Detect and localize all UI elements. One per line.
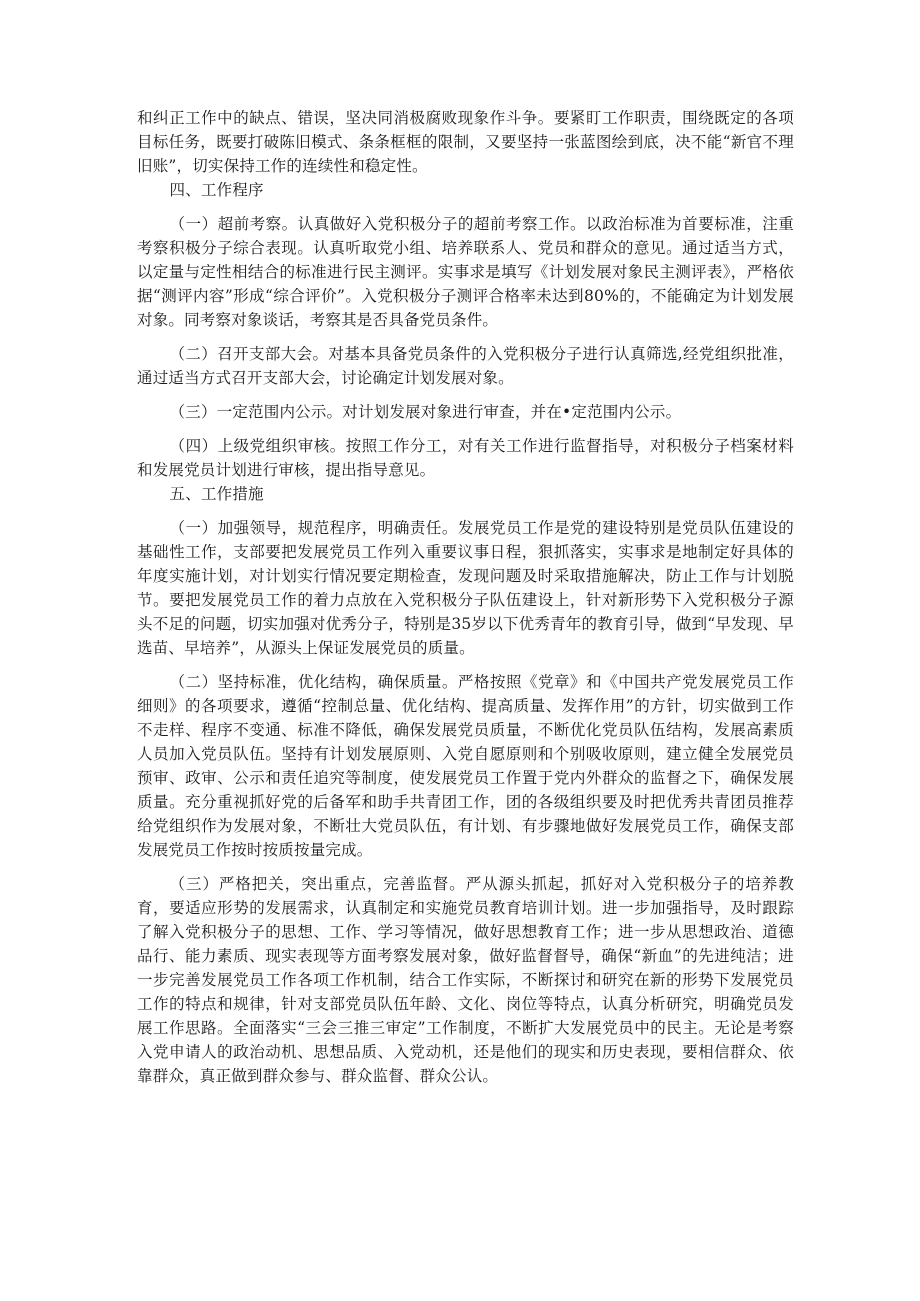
procedure-item-3: （三）一定范围内公示。对计划发展对象进行审查，并在•定范围内公示。 <box>169 403 682 421</box>
procedure-item-4: （四）上级党组织审核。按照工作分工，对有关工作进行监督指导，对积极分子档案材料和发展党员计划进行审核，提出指导意见。 <box>137 437 794 479</box>
procedure-item-1: （一）超前考察。认真做好入党积极分子的超前考察工作。以政治标准为首要标准，注重考察积极分子综合表现。认真听取党小组、培养联系人、党员和群众的意见。通过适当方式，以定量与定性相结合的标准进行民主测评。实事求是填写《计划发展对象民主测评表》，严格依据“测评内容”形成“综合评价”。入党积极分子测评合格率未达到80%的，不能确定为计划发展对象。同考察对象谈话，考察其是否具备党员条件。 <box>137 215 794 329</box>
measures-item-3: （三）严格把关，突出重点，完善监督。严从源头抓起，抓好对入党积极分子的培养教育，要适应形势的发展需求，认真制定和实施党员教育培训计划。进一步加强指导，及时跟踪了解入党积极分子的思想、工作、学习等情况，做好思想教育工作；进一步从思想政治、道德品行、能力素质、现实表现等方面考察发展对象，做好监督督导，确保“新血”的先进纯洁；进一步完善发展党员工作各项工作机制，结合工作实际，不断探讨和研究在新的形势下发展党员工作的特点和规律，针对支部党员队伍年龄、文化、岗位等特点，认真分析研究，明确党员发展工作思路。全面落实“三会三推三审定”工作制度，不断扩大发展党员中的民主。无论是考察入党申请人的政治动机、思想品质、入党动机，还是他们的现实和历史表现，要相信群众、依靠群众，真正做到群众参与、群众监督、群众公认。 <box>137 875 794 1085</box>
document-page <box>137 106 794 1088</box>
section-heading-procedure: 四、工作程序 <box>169 181 264 199</box>
procedure-item-2: （二）召开支部大会。对基本具备党员条件的入党积极分子进行认真筛选,经党组织批准，通过适当方式召开支部大会，讨论确定计划发展对象。 <box>137 345 794 387</box>
intro-paragraph: 和纠正工作中的缺点、错误，坚决同消极腐败现象作斗争。要紧盯工作职责，围绕既定的各项目标任务，既要打破陈旧模式、条条框框的限制，又要坚持一张蓝图绘到底，决不能“新官不理旧账”，切实保持工作的连续性和稳定性。 <box>137 109 794 175</box>
measures-item-1: （一）加强领导，规范程序，明确责任。发展党员工作是党的建设特别是党员队伍建设的基础性工作，支部要把发展党员工作列入重要议事日程，狠抓落实，实事求是地制定好具体的年度实施计划，对计划实行情况要定期检查，发现问题及时采取措施解决，防止工作与计划脱节。要把发展党员工作的着力点放在入党积极分子队伍建设上，针对新形势下入党积极分子源头不足的问题，切实加强对优秀分子，特别是35岁以下优秀青年的教育引导，做到“早发现、早选苗、早培养”，从源头上保证发展党员的质量。 <box>137 519 794 657</box>
measures-item-2: （二）坚持标准，优化结构，确保质量。严格按照《党章》和《中国共产党发展党员工作细则》的各项要求，遵循“控制总量、优化结构、提高质量、发挥作用”的方针，切实做到工作不走样、程序不变通、标准不降低，确保发展党员质量，不断优化党员队伍结构，发展高素质人员加入党员队伍。坚持有计划发展原则、入党自愿原则和个别吸收原则，建立健全发展党员预审、政审、公示和责任追究等制度，使发展党员工作置于党内外群众的监督之下，确保发展质量。充分重视抓好党的后备军和助手共青团工作，团的各级组织要及时把优秀共青团员推荐给党组织作为发展对象，不断壮大党员队伍，有计划、有步骤地做好发展党员工作，确保支部发展党员工作按时按质按量完成。 <box>137 673 794 859</box>
section-heading-measures: 五、工作措施 <box>169 485 264 503</box>
